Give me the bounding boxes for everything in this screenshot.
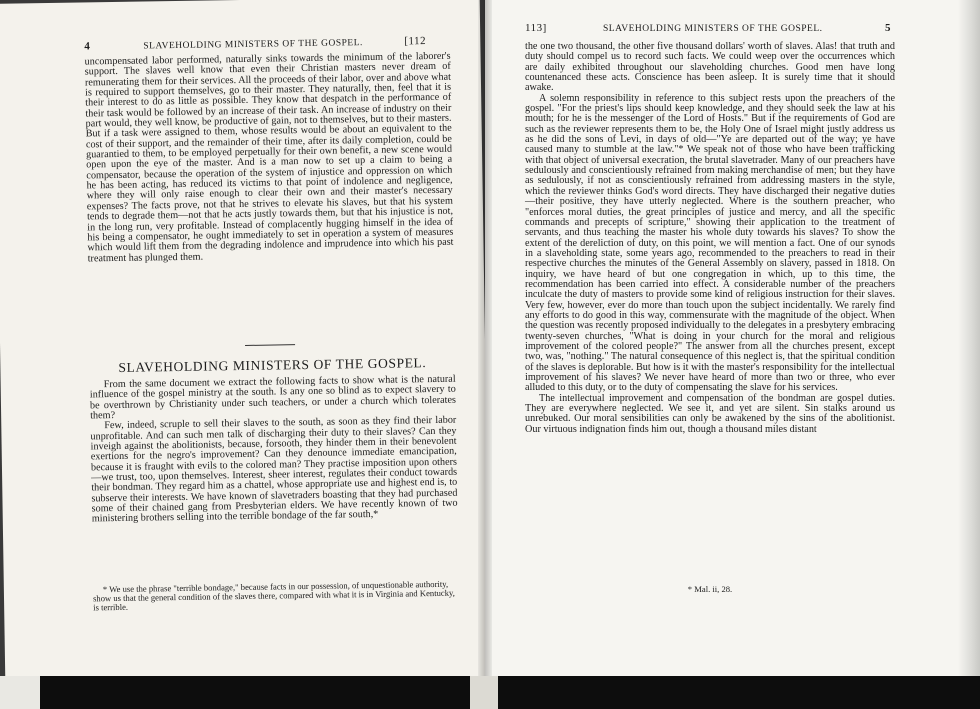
right-body-text-block xyxy=(525,42,895,435)
right-running-head: SLAVEHOLDING MINISTERS OF THE GOSPEL. xyxy=(603,24,823,34)
scan-corner-left xyxy=(0,676,40,709)
left-running-head: SLAVEHOLDING MINISTERS OF THE GOSPEL. xyxy=(143,38,363,52)
right-paragraph-3: The intellectual improvement and compensation of the bondman are gospel duties. They are everywhere neglected. We see it, and yet are silent. Sin stalks around us unrebuked. Our moral sensibilities can only be awakened by the sins of the abolitionist. Our virtuous indignation finds him out, though a thousand miles distant xyxy=(525,392,895,435)
right-page-number: 5 xyxy=(885,22,891,34)
right-page xyxy=(485,0,980,682)
left-footnote xyxy=(93,580,459,613)
scan-bottom-border xyxy=(0,676,980,709)
left-page-number: 4 xyxy=(84,40,91,53)
left-footnote-text: * We use the phrase "terrible bondage," because facts in our possession, of unquestionable authority, show us that the general condition of the slaves there, compared with what it is in Virginia and Kentucky, is terrible. xyxy=(92,578,455,613)
right-footnote-text: * Mal. ii, 28. xyxy=(687,584,733,594)
scan-corner-center xyxy=(470,676,498,709)
right-paragraph-1: the one two thousand, the other five thousand dollars' worth of slaves. Alas! that truth and duty should compel us to record such facts. We could weep over the occurrences which are daily exhibited throughout our slaveholding churches. Good men have long countenanced these acts. Conscience has been asleep. It is surely time that it should awake. xyxy=(525,41,895,94)
left-intro-paragraph: uncompensated labor performed, naturally sinks towards the minimum of the laborer's support. The slaves well know that even their Christian masters never dream of remunerating them for their services. All the proceeds of their labor, over and above what is required to support themselves, go to their master. They naturally, then, feel that it is their interest to do as little as possible. They know that despatch in the performance of their task would be followed by an increase of their task. An increase of industry on their part would, they well know, be productive of gain, not to themselves, but to their masters. But if a task were assigned to them, whose results would be about an equivalent to the cost of their support, and the remainder of their time, after its daily completion, could be guarantied to them, to be employed perpetually for their own benefit, a new scene would open upon the eye of the master. And is a man now to set up a claim to being a compensator, because the operation of the system of injustice and oppression on which he has been acting, has reduced its victims to that point of indolence and negligence, where they will only raise enough to clear their own and their master's necessary expenses? The facts prove, not that he strives to elevate his slaves, but that his system tends to degrade them—not that he acts justly towards them, but that his injustice is not, in the long run, very profitable. Instead of complacently hugging himself in the idea of his being a compensator, he ought immediately to set in operation a system of measures which would lift them from the degrading indolence and imprudence into which his past treatment has plunged them. xyxy=(84,50,454,264)
book-gutter xyxy=(478,0,492,682)
right-paragraph-2: A solemn responsibility in reference to this subject rests upon the preachers of the gospel. "For the priest's lips should keep knowledge, and they should seek the law at his mouth; for he is the messenger of the Lord of Hosts." But if the requirements of God are such as the reviewer represents them to be, the Holy One of Israel might justly address us as he did the sons of Levi, in days of old—"Ye are departed out of the way; ye have caused many to stumble at the law."* We speak not of those who have been trafficking with that object of universal execration, the brutal slavetrader. Many of our preachers have sedulously and conscientiously refrained from making merchandise of men; but they have as sedulously, if not as conscientiously refrained from addressing masters in the style, which the reviewer thinks God's word directs. They have discharged their negative duties—their positive, they have utterly neglected. Where is the southern preacher, who "enforces moral duties, the great principles of justice and mercy, and all the specific commands and precepts of scripture," showing their application to the treatment of servants, and thus teaching the master his whole duty towards his slaves? To show the extent of the dereliction of duty, on this point, we will mention a fact. One of our synods in a slaveholding state, some years ago, recommended to the preachers to read in their respective churches the minutes of the General Assembly on slavery, passed in 1818. On inquiry, we have heard of but one congregation in which, up to this time, the recommendation has been carried into effect. A considerable number of the preachers inculcate the duty of masters to provide some kind of religious instruction for their slaves. Very few, however, ever do more than touch upon the subject incidentally. We rarely find any efforts to do good in this way, commensurate with the magnitude of the object. When the question was recently proposed individually to the delegates in a presbytery embracing twenty-seven churches, "What is doing in your church for the moral and religious improvement of the colored people?" The answer from all the churches present, except two, was, "nothing." The natural consequence of this neglect is, that the spiritual condition of the slaves is deplorable. But how is it with the master's responsibility for the intellectual improvement of his slaves? We never have heard of more than two or three, who ever alluded to this duty, or to the duty of compensating the slave for his services. xyxy=(525,92,895,394)
left-paragraph-2: Few, indeed, scruple to sell their slaves to the south, as soon as they find their labor unprofitable. And can such men talk of discharging their duty to their slaves? Can they inveigh against the abolitionists, because, forsooth, they hinder them in their benevolent exertions for the negro's improvement? Can they denounce immediate emancipation, because it is fraught with evils to the colored man? They practise imposition upon others—we trust, too, upon themselves. Interest, sheer interest, regulates their conduct towards their bondman. They regard him as a chattel, whose appropriate use and highest end is, to subserve their interests. We have known of slavetraders boasting that they had purchased some of their chained gang from Presbyterian elders. We have recently known of two ministering brothers selling into the terrible bondage of the far south,* xyxy=(90,415,458,525)
left-page xyxy=(0,0,490,686)
right-bracket-number: 113] xyxy=(525,22,547,34)
left-paragraph-1: From the same document we extract the following facts to show what is the natural influence of the gospel ministry at the south. Is any one so blind as to expect slavery to be overthrown by Christianity under such teachers, or under a church which tolerates them? xyxy=(89,373,457,422)
left-bracket-number: [112 xyxy=(404,35,427,48)
left-intro-text-block xyxy=(85,52,454,265)
right-footnote xyxy=(525,585,895,594)
left-running-head-row xyxy=(0,34,480,53)
section-title: SLAVEHOLDING MINISTERS OF THE GOSPEL. xyxy=(118,355,427,375)
left-body-text-block xyxy=(90,375,458,526)
section-divider xyxy=(245,344,295,346)
page-edge xyxy=(958,0,980,682)
